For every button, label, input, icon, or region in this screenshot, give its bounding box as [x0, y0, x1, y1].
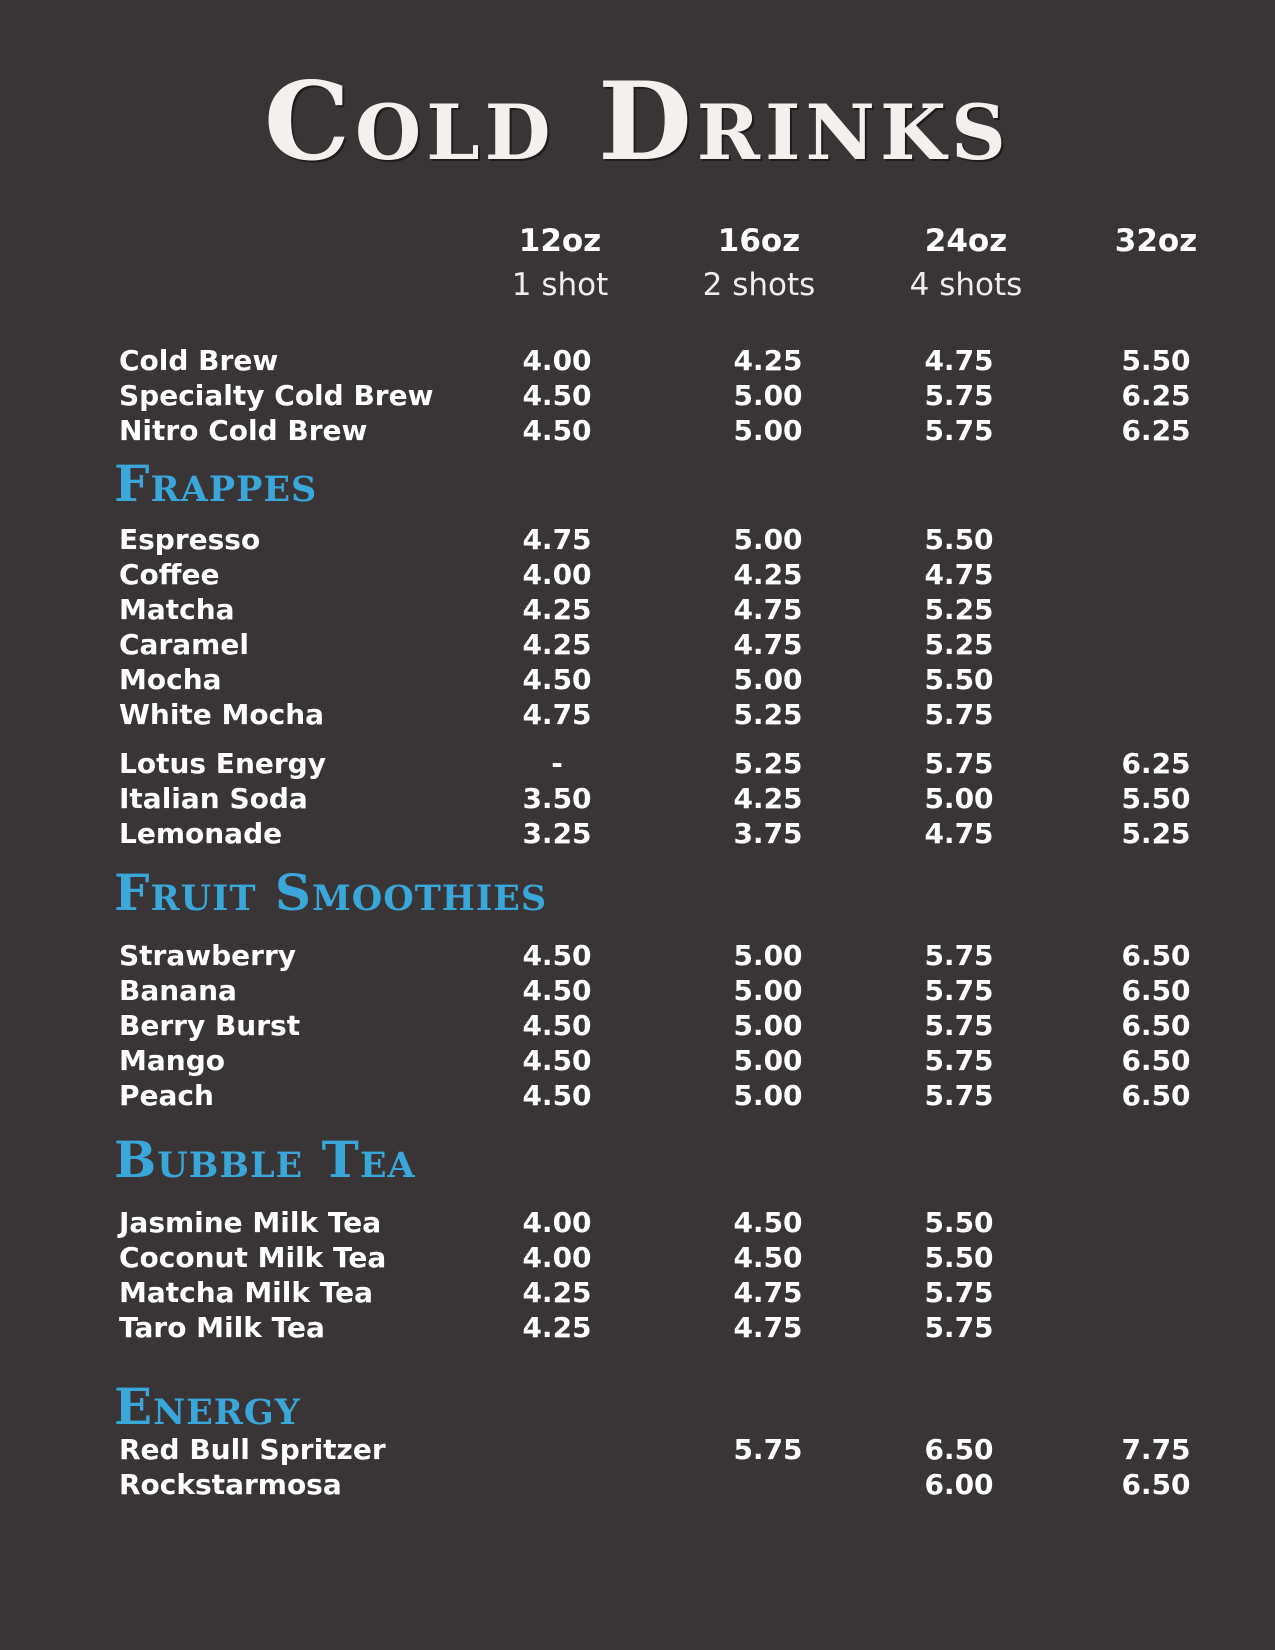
- item-name: Lotus Energy: [119, 747, 326, 780]
- item-price: 5.50: [1121, 782, 1191, 815]
- menu-row: [0, 1432, 1275, 1467]
- item-price: 6.25: [1121, 414, 1191, 447]
- menu-row: [0, 557, 1275, 592]
- menu-row: [0, 1467, 1275, 1502]
- menu-row: [0, 1240, 1275, 1275]
- item-name: Taro Milk Tea: [119, 1311, 325, 1344]
- item-price: 5.00: [733, 1009, 803, 1042]
- menu-row: [0, 1205, 1275, 1240]
- item-price: 4.75: [522, 523, 592, 556]
- item-name: Matcha: [119, 593, 235, 626]
- menu-row: [0, 1008, 1275, 1043]
- item-name: Matcha Milk Tea: [119, 1276, 374, 1309]
- item-price: 5.50: [924, 523, 994, 556]
- item-price: 4.25: [733, 344, 803, 377]
- item-price: 5.75: [924, 1044, 994, 1077]
- column-size: 16oz: [717, 223, 801, 259]
- item-price: 5.75: [924, 1079, 994, 1112]
- item-price: 4.50: [522, 939, 592, 972]
- item-price: 5.75: [924, 414, 994, 447]
- section-heading-fruit-smoothies: Fruit Smoothies: [114, 863, 548, 922]
- item-price: 4.75: [733, 593, 803, 626]
- item-price: 4.25: [522, 593, 592, 626]
- item-price: 6.50: [924, 1433, 994, 1466]
- item-price: 4.25: [522, 628, 592, 661]
- column-size: 24oz: [924, 223, 1008, 259]
- item-price: 5.75: [924, 1311, 994, 1344]
- menu-row: [0, 781, 1275, 816]
- item-price: 4.00: [522, 558, 592, 591]
- item-name: Espresso: [119, 523, 261, 556]
- column-header-16oz: [679, 222, 839, 305]
- item-name: Mocha: [119, 663, 222, 696]
- item-price: 5.25: [924, 628, 994, 661]
- item-price: 5.75: [924, 379, 994, 412]
- item-price: 4.50: [522, 1044, 592, 1077]
- item-price: 5.75: [924, 1009, 994, 1042]
- item-price: 6.50: [1121, 1009, 1191, 1042]
- item-price: 5.75: [924, 747, 994, 780]
- item-price: 4.50: [522, 379, 592, 412]
- column-header-32oz: [1076, 222, 1236, 265]
- item-price: 5.25: [733, 698, 803, 731]
- item-price: 4.75: [924, 344, 994, 377]
- column-shots: 1 shot: [511, 267, 609, 303]
- item-price: 4.75: [924, 817, 994, 850]
- item-name: Cold Brew: [119, 344, 279, 377]
- item-price: 5.75: [924, 1276, 994, 1309]
- item-price: 6.25: [1121, 379, 1191, 412]
- item-price: 6.25: [1121, 747, 1191, 780]
- item-price: 4.00: [522, 1206, 592, 1239]
- menu-row: [0, 973, 1275, 1008]
- menu-row: [0, 592, 1275, 627]
- item-price: 4.25: [522, 1311, 592, 1344]
- item-price: 7.75: [1121, 1433, 1191, 1466]
- item-price: 4.50: [522, 1009, 592, 1042]
- item-name: Coconut Milk Tea: [119, 1241, 387, 1274]
- item-name: Coffee: [119, 558, 220, 591]
- item-name: Italian Soda: [119, 782, 308, 815]
- item-name: White Mocha: [119, 698, 325, 731]
- page-title: Cold Drinks: [264, 59, 1011, 185]
- item-price: 4.25: [522, 1276, 592, 1309]
- column-header-12oz: [480, 222, 640, 305]
- item-price: 5.00: [733, 1044, 803, 1077]
- item-price: 4.75: [924, 558, 994, 591]
- item-name: Lemonade: [119, 817, 283, 850]
- menu-row: [0, 662, 1275, 697]
- item-name: Mango: [119, 1044, 225, 1077]
- item-price: 4.50: [733, 1206, 803, 1239]
- item-price: 5.75: [924, 974, 994, 1007]
- item-name: Jasmine Milk Tea: [119, 1206, 382, 1239]
- item-price: 6.50: [1121, 939, 1191, 972]
- item-price: 5.50: [1121, 344, 1191, 377]
- item-price: 6.00: [924, 1468, 994, 1501]
- item-price: 4.75: [522, 698, 592, 731]
- item-price: 5.00: [733, 974, 803, 1007]
- item-price: 5.50: [924, 1206, 994, 1239]
- item-price: 6.50: [1121, 1079, 1191, 1112]
- menu-row: [0, 522, 1275, 557]
- item-price: 5.50: [924, 1241, 994, 1274]
- item-price: 4.00: [522, 344, 592, 377]
- item-price: 5.50: [924, 663, 994, 696]
- item-price: 4.50: [522, 1079, 592, 1112]
- item-price: 5.75: [924, 939, 994, 972]
- column-shots: 2 shots: [702, 267, 816, 303]
- item-price: 5.00: [924, 782, 994, 815]
- item-price: 4.50: [522, 663, 592, 696]
- menu-row: [0, 413, 1275, 448]
- item-name: Peach: [119, 1079, 214, 1112]
- item-price: 6.50: [1121, 1468, 1191, 1501]
- section-heading-bubble-tea: Bubble Tea: [114, 1130, 416, 1189]
- item-price: 4.50: [522, 414, 592, 447]
- item-name: Nitro Cold Brew: [119, 414, 368, 447]
- item-name: Berry Burst: [119, 1009, 301, 1042]
- item-price: 5.75: [924, 698, 994, 731]
- item-name: Banana: [119, 974, 237, 1007]
- menu-row: [0, 938, 1275, 973]
- column-size: 32oz: [1114, 223, 1198, 259]
- item-price: -: [551, 747, 563, 780]
- item-price: 5.25: [1121, 817, 1191, 850]
- menu-row: [0, 1078, 1275, 1113]
- menu-row: [0, 697, 1275, 732]
- item-price: 5.25: [924, 593, 994, 626]
- menu-row: [0, 1310, 1275, 1345]
- menu-row: [0, 816, 1275, 851]
- menu-row: [0, 746, 1275, 781]
- section-heading-energy: Energy: [114, 1377, 301, 1436]
- item-price: 5.75: [733, 1433, 803, 1466]
- item-price: 4.00: [522, 1241, 592, 1274]
- item-price: 6.50: [1121, 1044, 1191, 1077]
- item-name: Rockstarmosa: [119, 1468, 342, 1501]
- item-name: Caramel: [119, 628, 249, 661]
- column-shots: 4 shots: [909, 267, 1023, 303]
- menu-row: [0, 627, 1275, 662]
- item-price: 4.75: [733, 628, 803, 661]
- item-price: 4.25: [733, 558, 803, 591]
- item-name: Specialty Cold Brew: [119, 379, 434, 412]
- item-price: 4.75: [733, 1276, 803, 1309]
- item-price: 4.75: [733, 1311, 803, 1344]
- menu-row: [0, 343, 1275, 378]
- item-price: 5.00: [733, 663, 803, 696]
- menu-row: [0, 1275, 1275, 1310]
- item-price: 5.00: [733, 1079, 803, 1112]
- item-price: 5.25: [733, 747, 803, 780]
- item-price: 4.25: [733, 782, 803, 815]
- column-header-24oz: [886, 222, 1046, 305]
- menu-row: [0, 1043, 1275, 1078]
- item-name: Red Bull Spritzer: [119, 1433, 386, 1466]
- column-size: 12oz: [518, 223, 602, 259]
- item-price: 3.25: [522, 817, 592, 850]
- item-price: 3.75: [733, 817, 803, 850]
- item-price: 5.00: [733, 523, 803, 556]
- item-price: 5.00: [733, 379, 803, 412]
- item-price: 5.00: [733, 414, 803, 447]
- section-heading-frappes: Frappes: [114, 454, 318, 513]
- item-name: Strawberry: [119, 939, 297, 972]
- item-price: 5.00: [733, 939, 803, 972]
- item-price: 4.50: [522, 974, 592, 1007]
- item-price: 4.50: [733, 1241, 803, 1274]
- menu-row: [0, 378, 1275, 413]
- item-price: 6.50: [1121, 974, 1191, 1007]
- item-price: 3.50: [522, 782, 592, 815]
